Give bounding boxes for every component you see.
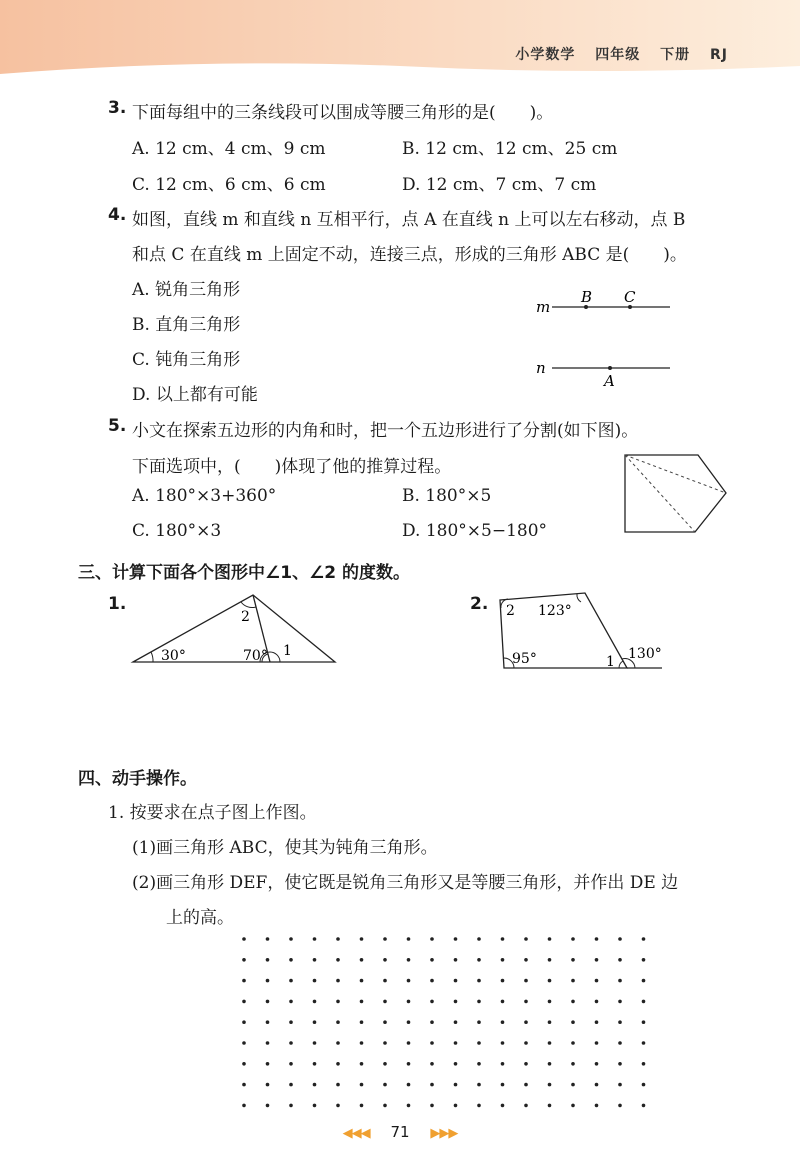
grid-dot[interactable] bbox=[618, 1062, 622, 1066]
grid-dot[interactable] bbox=[336, 979, 340, 983]
grid-dot[interactable] bbox=[407, 1041, 411, 1045]
grid-dot[interactable] bbox=[571, 1104, 575, 1108]
q5-stem-line1: 小文在探索五边形的内角和时，把一个五边形进行了分割(如下图)。 bbox=[132, 421, 639, 441]
sec3-problem1-number: 1. bbox=[108, 594, 127, 614]
grid-dot[interactable] bbox=[477, 979, 481, 983]
grid-dot[interactable] bbox=[313, 1020, 317, 1024]
grid-dot[interactable] bbox=[524, 1062, 528, 1066]
grid-dot[interactable] bbox=[477, 1104, 481, 1108]
grid-dot[interactable] bbox=[336, 937, 340, 941]
grid-dot[interactable] bbox=[289, 1020, 293, 1024]
q5-option-d: D. 180°×5−180° bbox=[402, 521, 548, 541]
header-info bbox=[501, 44, 728, 64]
grid-dot[interactable] bbox=[266, 1104, 270, 1108]
grid-dot[interactable] bbox=[336, 1000, 340, 1004]
grid-dot[interactable] bbox=[618, 1020, 622, 1024]
grid-dot[interactable] bbox=[242, 1020, 246, 1024]
grid-dot[interactable] bbox=[477, 1062, 481, 1066]
grid-dot[interactable] bbox=[383, 1062, 387, 1066]
grid-dot[interactable] bbox=[430, 1062, 434, 1066]
grid-dot[interactable] bbox=[266, 1000, 270, 1004]
grid-dot[interactable] bbox=[618, 937, 622, 941]
header-grade: 四年级 bbox=[595, 47, 641, 63]
next-arrows: ▶▶▶ bbox=[430, 1126, 458, 1141]
grid-dot[interactable] bbox=[501, 1062, 505, 1066]
label-123: 123° bbox=[538, 603, 572, 619]
grid-dot[interactable] bbox=[524, 1020, 528, 1024]
label-angle-2: 2 bbox=[506, 603, 515, 619]
header-band bbox=[0, 0, 800, 80]
grid-dot[interactable] bbox=[501, 1104, 505, 1108]
grid-dot[interactable] bbox=[477, 1020, 481, 1024]
label-c: C bbox=[624, 288, 636, 306]
grid-dot[interactable] bbox=[407, 1000, 411, 1004]
grid-dot[interactable] bbox=[618, 1000, 622, 1004]
grid-dot[interactable] bbox=[595, 1020, 599, 1024]
grid-dot[interactable] bbox=[242, 1083, 246, 1087]
grid-dot[interactable] bbox=[454, 1020, 458, 1024]
grid-dot[interactable] bbox=[266, 1062, 270, 1066]
page-number: 71 bbox=[390, 1123, 410, 1141]
grid-dot[interactable] bbox=[313, 979, 317, 983]
quadrilateral-figure bbox=[492, 588, 672, 673]
label-95: 95° bbox=[512, 651, 537, 667]
label-a: A bbox=[604, 372, 615, 390]
grid-dot[interactable] bbox=[313, 1000, 317, 1004]
grid-dot[interactable] bbox=[313, 1041, 317, 1045]
sec4-sub2-line1: (2)画三角形 DEF，使它既是锐角三角形又是等腰三角形，并作出 DE 边 bbox=[132, 873, 679, 893]
grid-dot[interactable] bbox=[548, 958, 552, 962]
grid-dot[interactable] bbox=[454, 1000, 458, 1004]
grid-dot[interactable] bbox=[407, 979, 411, 983]
grid-dot[interactable] bbox=[571, 1020, 575, 1024]
grid-dot[interactable] bbox=[524, 937, 528, 941]
grid-dot[interactable] bbox=[501, 937, 505, 941]
grid-dot[interactable] bbox=[642, 1104, 646, 1108]
grid-dot[interactable] bbox=[524, 979, 528, 983]
grid-dot[interactable] bbox=[360, 1083, 364, 1087]
grid-dot[interactable] bbox=[407, 1062, 411, 1066]
grid-dot[interactable] bbox=[618, 958, 622, 962]
grid-dot[interactable] bbox=[548, 1041, 552, 1045]
grid-dot[interactable] bbox=[313, 1104, 317, 1108]
grid-dot[interactable] bbox=[571, 958, 575, 962]
grid-dot[interactable] bbox=[430, 1104, 434, 1108]
arc-1 bbox=[619, 661, 623, 668]
grid-dot[interactable] bbox=[571, 937, 575, 941]
q4-number: 4. bbox=[108, 205, 127, 225]
label-b: B bbox=[581, 288, 593, 306]
grid-dot[interactable] bbox=[642, 979, 646, 983]
sec4-sub2-line2: 上的高。 bbox=[166, 908, 234, 928]
grid-dot[interactable] bbox=[336, 1083, 340, 1087]
grid-dot[interactable] bbox=[242, 958, 246, 962]
grid-dot[interactable] bbox=[595, 1062, 599, 1066]
grid-dot[interactable] bbox=[313, 937, 317, 941]
grid-dot[interactable] bbox=[430, 937, 434, 941]
grid-dot[interactable] bbox=[336, 1041, 340, 1045]
grid-dot[interactable] bbox=[242, 1062, 246, 1066]
grid-dot[interactable] bbox=[571, 1083, 575, 1087]
label-n: n bbox=[536, 359, 546, 377]
grid-dot[interactable] bbox=[477, 1000, 481, 1004]
label-angle-1: 1 bbox=[606, 654, 615, 670]
grid-dot[interactable] bbox=[360, 1104, 364, 1108]
grid-dot[interactable] bbox=[242, 1104, 246, 1108]
grid-dot[interactable] bbox=[548, 1083, 552, 1087]
grid-dot[interactable] bbox=[477, 958, 481, 962]
grid-dot[interactable] bbox=[524, 1000, 528, 1004]
grid-dot[interactable] bbox=[595, 958, 599, 962]
grid-dot[interactable] bbox=[548, 1000, 552, 1004]
grid-dot[interactable] bbox=[383, 937, 387, 941]
grid-dot[interactable] bbox=[383, 1104, 387, 1108]
grid-dot[interactable] bbox=[289, 1062, 293, 1066]
grid-dot[interactable] bbox=[289, 937, 293, 941]
grid-dot[interactable] bbox=[407, 958, 411, 962]
grid-dot[interactable] bbox=[642, 958, 646, 962]
grid-dot[interactable] bbox=[242, 1000, 246, 1004]
grid-dot[interactable] bbox=[571, 1062, 575, 1066]
page-footer bbox=[0, 1123, 800, 1141]
grid-dot[interactable] bbox=[266, 937, 270, 941]
q3-option-a: A. 12 cm、4 cm、9 cm bbox=[132, 139, 326, 159]
grid-dot[interactable] bbox=[289, 1083, 293, 1087]
grid-dot[interactable] bbox=[642, 1083, 646, 1087]
grid-dot[interactable] bbox=[289, 979, 293, 983]
triangle-figure bbox=[125, 585, 345, 670]
grid-dot[interactable] bbox=[360, 1041, 364, 1045]
grid-dot[interactable] bbox=[266, 979, 270, 983]
grid-dot[interactable] bbox=[642, 1062, 646, 1066]
grid-dot[interactable] bbox=[454, 979, 458, 983]
grid-dot[interactable] bbox=[266, 958, 270, 962]
grid-dot[interactable] bbox=[501, 979, 505, 983]
label-70: 70° bbox=[243, 648, 268, 664]
grid-dot[interactable] bbox=[618, 979, 622, 983]
grid-dot[interactable] bbox=[477, 937, 481, 941]
q3-option-d: D. 12 cm、7 cm、7 cm bbox=[402, 175, 597, 195]
grid-dot[interactable] bbox=[383, 958, 387, 962]
sec3-problem2-number: 2. bbox=[470, 594, 489, 614]
grid-dot[interactable] bbox=[501, 958, 505, 962]
grid-dot[interactable] bbox=[501, 1041, 505, 1045]
pentagon-figure bbox=[618, 450, 733, 538]
grid-dot[interactable] bbox=[454, 937, 458, 941]
grid-dot[interactable] bbox=[595, 937, 599, 941]
grid-dot[interactable] bbox=[454, 1104, 458, 1108]
grid-dot[interactable] bbox=[360, 1000, 364, 1004]
grid-dot[interactable] bbox=[360, 937, 364, 941]
grid-dot[interactable] bbox=[642, 1020, 646, 1024]
grid-dot[interactable] bbox=[383, 1041, 387, 1045]
grid-dot[interactable] bbox=[360, 1062, 364, 1066]
label-130: 130° bbox=[628, 646, 662, 662]
grid-dot[interactable] bbox=[524, 1083, 528, 1087]
grid-dot[interactable] bbox=[383, 1000, 387, 1004]
grid-dot[interactable] bbox=[548, 937, 552, 941]
grid-dot[interactable] bbox=[642, 937, 646, 941]
grid-dot[interactable] bbox=[595, 1000, 599, 1004]
dot-grid[interactable] bbox=[236, 932, 656, 1112]
grid-dot[interactable] bbox=[289, 958, 293, 962]
grid-dot[interactable] bbox=[548, 979, 552, 983]
q3-stem: 下面每组中的三条线段可以围成等腰三角形的是( )。 bbox=[132, 103, 554, 123]
q3-option-c: C. 12 cm、6 cm、6 cm bbox=[132, 175, 326, 195]
grid-dot[interactable] bbox=[383, 979, 387, 983]
arc-30 bbox=[151, 652, 153, 662]
grid-dot[interactable] bbox=[336, 958, 340, 962]
header-volume: 下册 bbox=[660, 47, 691, 63]
q4-stem-line1: 如图，直线 m 和直线 n 互相平行，点 A 在直线 n 上可以左右移动，点 B bbox=[132, 210, 686, 230]
grid-dot[interactable] bbox=[454, 1041, 458, 1045]
grid-dot[interactable] bbox=[571, 1041, 575, 1045]
grid-dot[interactable] bbox=[477, 1083, 481, 1087]
grid-dot[interactable] bbox=[524, 958, 528, 962]
grid-dot[interactable] bbox=[571, 1000, 575, 1004]
grid-dot[interactable] bbox=[501, 1083, 505, 1087]
grid-dot[interactable] bbox=[313, 1062, 317, 1066]
grid-dot[interactable] bbox=[336, 1104, 340, 1108]
grid-dot[interactable] bbox=[360, 958, 364, 962]
label-angle-2: 2 bbox=[241, 609, 250, 625]
grid-dot[interactable] bbox=[477, 1041, 481, 1045]
grid-dot[interactable] bbox=[266, 1083, 270, 1087]
q4-option-c: C. 钝角三角形 bbox=[132, 350, 241, 370]
grid-dot[interactable] bbox=[360, 1020, 364, 1024]
grid-dot[interactable] bbox=[430, 1083, 434, 1087]
q5-stem-line2: 下面选项中，( )体现了他的推算过程。 bbox=[132, 457, 452, 477]
q5-option-a: A. 180°×3+360° bbox=[132, 486, 277, 506]
grid-dot[interactable] bbox=[595, 1083, 599, 1087]
grid-dot[interactable] bbox=[242, 979, 246, 983]
grid-dot[interactable] bbox=[548, 1104, 552, 1108]
grid-dot[interactable] bbox=[242, 1041, 246, 1045]
grid-dot[interactable] bbox=[430, 1020, 434, 1024]
label-angle-1: 1 bbox=[283, 643, 292, 659]
grid-dot[interactable] bbox=[289, 1041, 293, 1045]
grid-dot[interactable] bbox=[524, 1041, 528, 1045]
header-subject: 小学数学 bbox=[515, 47, 576, 63]
grid-dot[interactable] bbox=[313, 1083, 317, 1087]
q4-stem-line2: 和点 C 在直线 m 上固定不动，连接三点，形成的三角形 ABC 是( )。 bbox=[132, 245, 687, 265]
grid-dot[interactable] bbox=[548, 1062, 552, 1066]
grid-dot[interactable] bbox=[407, 1083, 411, 1087]
section-4-title: 四、动手操作。 bbox=[78, 769, 197, 789]
grid-dot[interactable] bbox=[266, 1041, 270, 1045]
grid-dot[interactable] bbox=[430, 1041, 434, 1045]
q5-number: 5. bbox=[108, 416, 127, 436]
q5-option-c: C. 180°×3 bbox=[132, 521, 222, 541]
grid-dot[interactable] bbox=[595, 979, 599, 983]
grid-dot[interactable] bbox=[383, 1020, 387, 1024]
arc-123 bbox=[577, 594, 581, 602]
point-a bbox=[608, 366, 612, 370]
grid-dot[interactable] bbox=[571, 979, 575, 983]
arc-2 bbox=[241, 602, 256, 608]
grid-dot[interactable] bbox=[501, 1020, 505, 1024]
grid-dot[interactable] bbox=[548, 1020, 552, 1024]
grid-dot[interactable] bbox=[266, 1020, 270, 1024]
grid-dot[interactable] bbox=[454, 1083, 458, 1087]
grid-dot[interactable] bbox=[430, 979, 434, 983]
grid-dot[interactable] bbox=[642, 1000, 646, 1004]
grid-dot[interactable] bbox=[430, 1000, 434, 1004]
grid-dot[interactable] bbox=[595, 1041, 599, 1045]
grid-dot[interactable] bbox=[642, 1041, 646, 1045]
grid-dot[interactable] bbox=[407, 937, 411, 941]
grid-dot[interactable] bbox=[618, 1083, 622, 1087]
grid-dot[interactable] bbox=[289, 1000, 293, 1004]
q4-option-d: D. 以上都有可能 bbox=[132, 385, 258, 405]
diagonal-2 bbox=[625, 455, 695, 532]
grid-dot[interactable] bbox=[501, 1000, 505, 1004]
grid-dot[interactable] bbox=[360, 979, 364, 983]
sec4-q1: 1. 按要求在点子图上作图。 bbox=[108, 803, 317, 823]
q4-option-b: B. 直角三角形 bbox=[132, 315, 241, 335]
grid-dot[interactable] bbox=[242, 937, 246, 941]
diagonal-1 bbox=[625, 455, 726, 493]
grid-dot[interactable] bbox=[595, 1104, 599, 1108]
grid-dot[interactable] bbox=[383, 1083, 387, 1087]
grid-dot[interactable] bbox=[524, 1104, 528, 1108]
q3-number: 3. bbox=[108, 98, 127, 118]
grid-dot[interactable] bbox=[407, 1104, 411, 1108]
q4-parallel-lines-figure bbox=[530, 280, 680, 390]
label-m: m bbox=[536, 298, 551, 316]
sec4-sub1: (1)画三角形 ABC，使其为钝角三角形。 bbox=[132, 838, 438, 858]
pentagon bbox=[625, 455, 726, 532]
grid-dot[interactable] bbox=[454, 958, 458, 962]
q4-option-a: A. 锐角三角形 bbox=[132, 280, 241, 300]
grid-dot[interactable] bbox=[618, 1104, 622, 1108]
grid-dot[interactable] bbox=[336, 1062, 340, 1066]
grid-dot[interactable] bbox=[313, 958, 317, 962]
label-30: 30° bbox=[161, 648, 186, 664]
grid-dot[interactable] bbox=[407, 1020, 411, 1024]
grid-dot[interactable] bbox=[618, 1041, 622, 1045]
q3-option-b: B. 12 cm、12 cm、25 cm bbox=[402, 139, 618, 159]
section-3-title: 三、计算下面各个图形中∠1、∠2 的度数。 bbox=[78, 563, 411, 583]
prev-arrows: ◀◀◀ bbox=[342, 1126, 370, 1141]
grid-dot[interactable] bbox=[289, 1104, 293, 1108]
header-edition: RJ bbox=[710, 47, 728, 63]
q5-option-b: B. 180°×5 bbox=[402, 486, 492, 506]
grid-dot[interactable] bbox=[430, 958, 434, 962]
grid-dot[interactable] bbox=[454, 1062, 458, 1066]
grid-dot[interactable] bbox=[336, 1020, 340, 1024]
